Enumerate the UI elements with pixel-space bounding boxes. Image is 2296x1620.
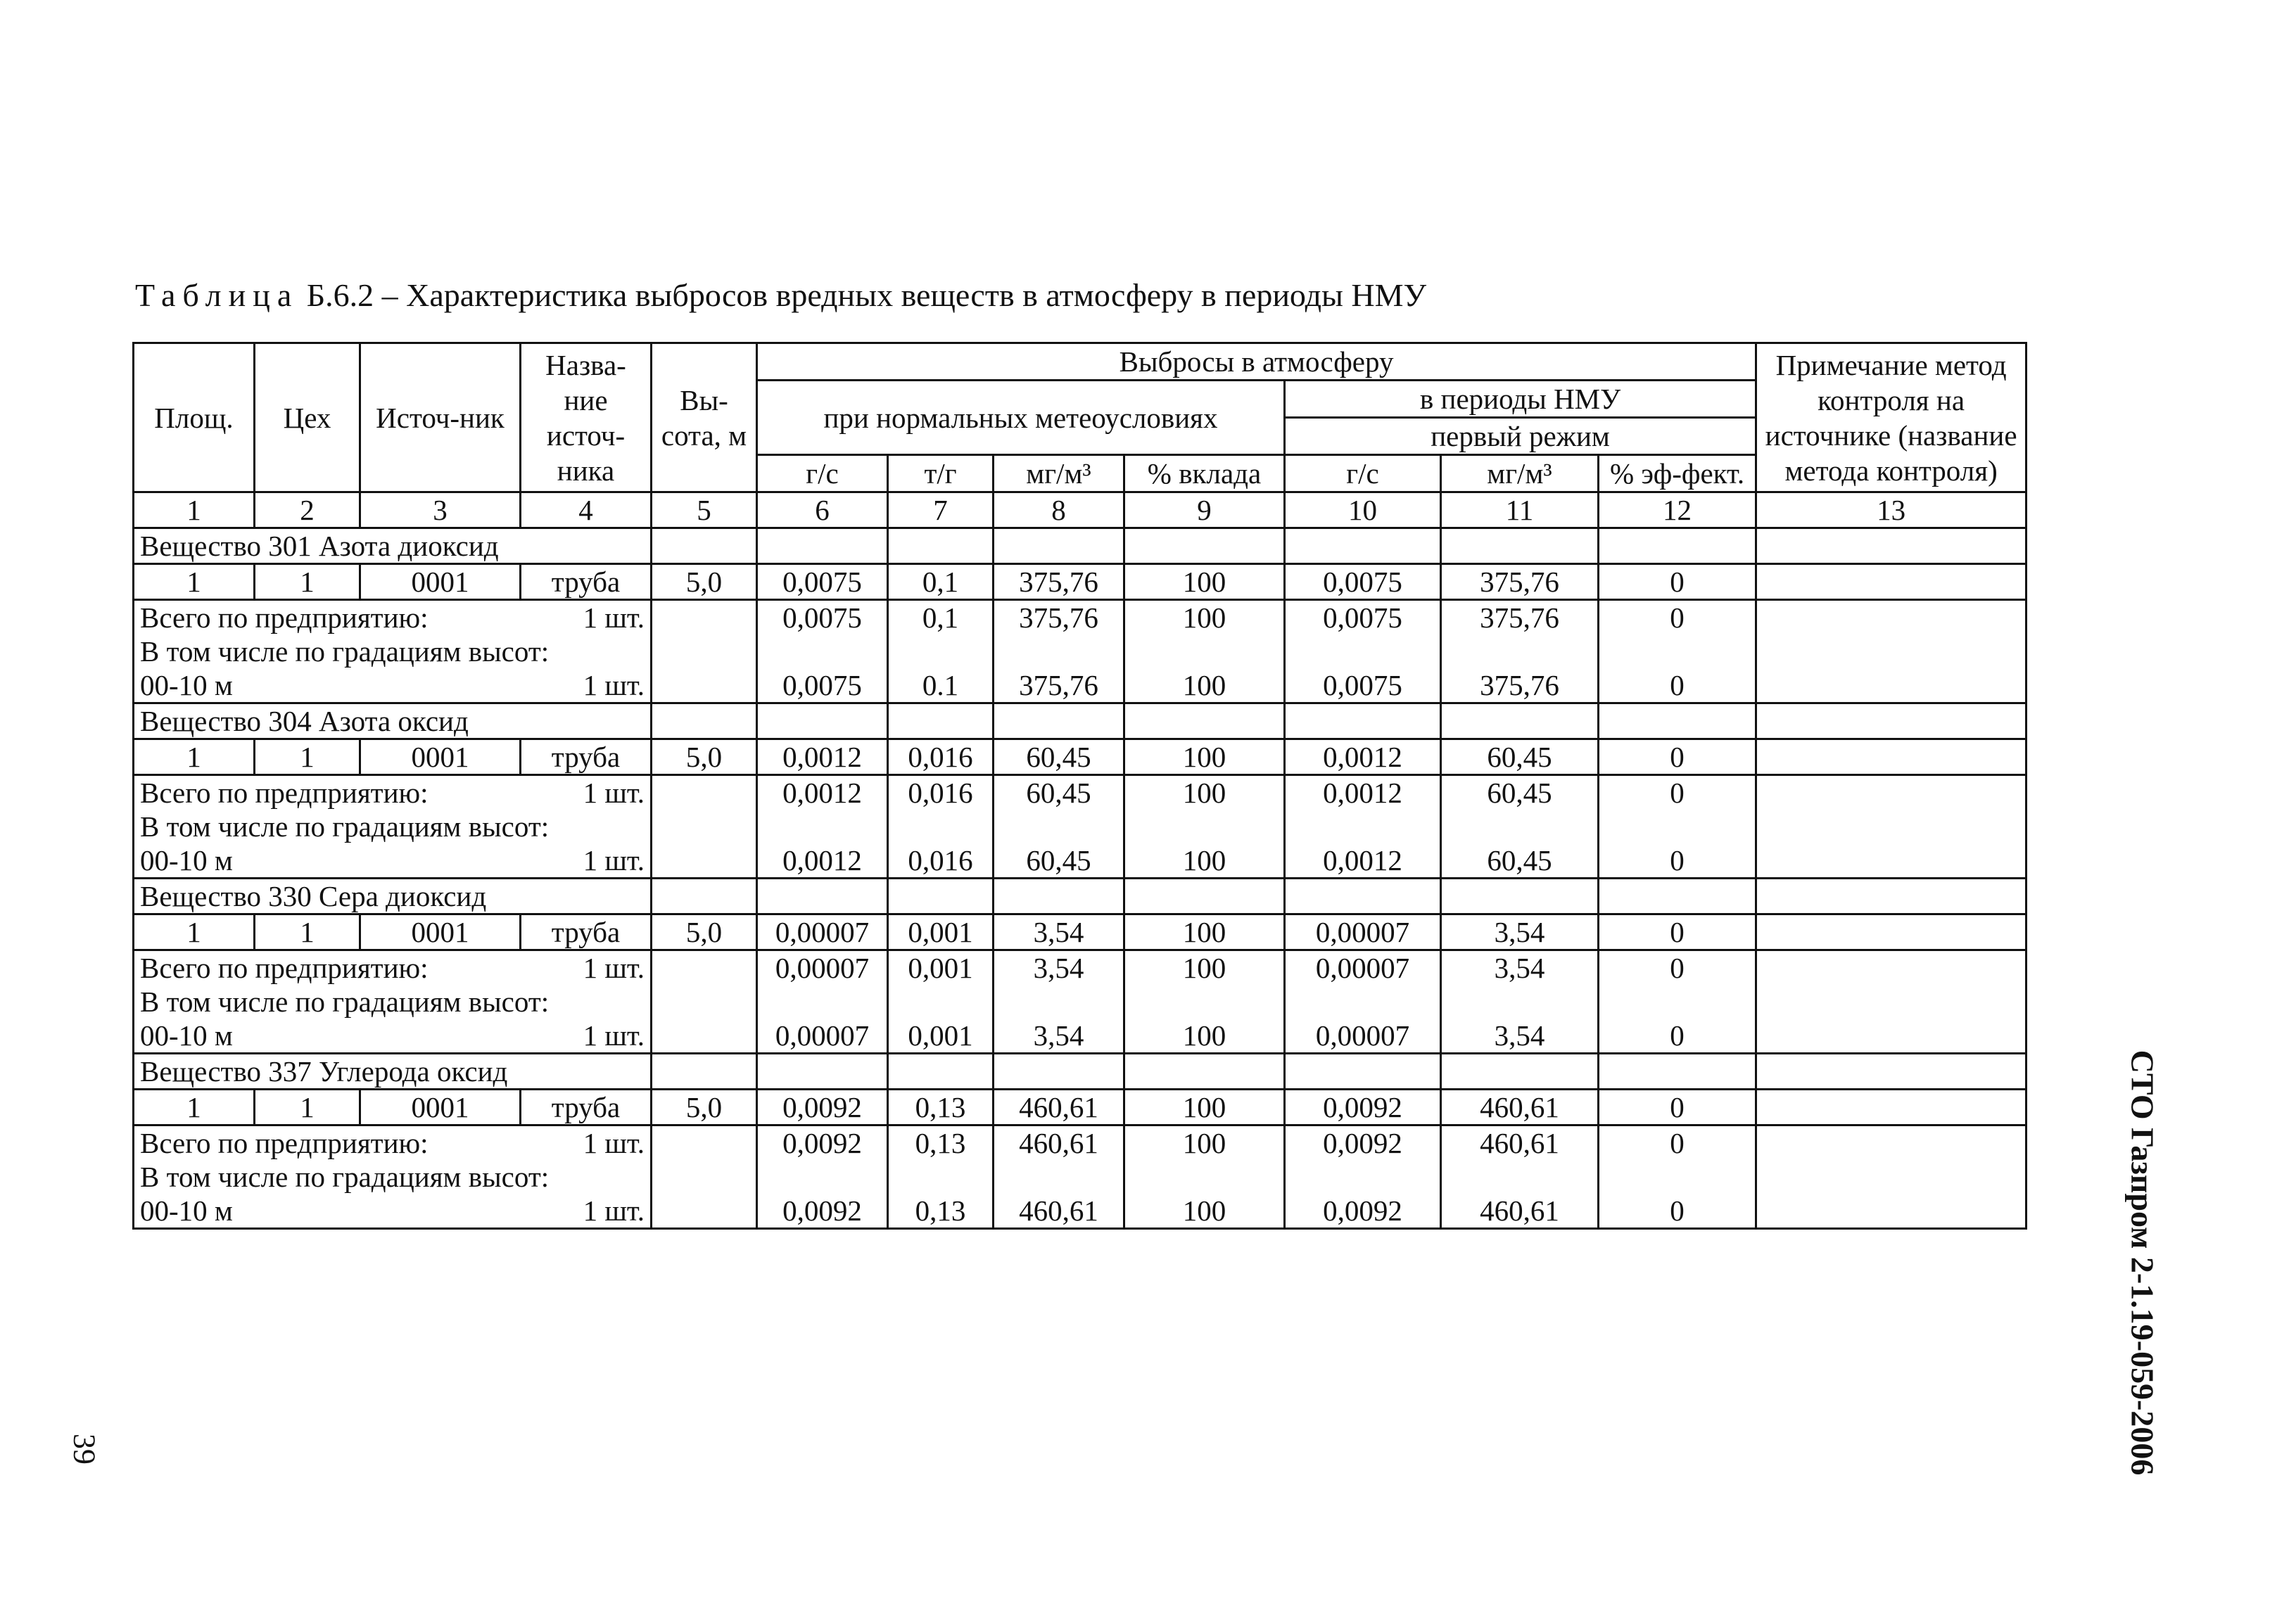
empty-cell (1756, 564, 2027, 600)
substance-row (134, 703, 2027, 739)
range-value: 100 (1182, 1194, 1226, 1227)
total-value: 0,0092 (1323, 1127, 1402, 1159)
empty-cell (1599, 703, 1756, 739)
total-value-cell (1599, 950, 1756, 1054)
source-cell: 1 (134, 914, 255, 950)
empty-cell (1756, 1054, 2027, 1090)
source-cell: 0,0092 (757, 1090, 888, 1125)
empty-cell (1756, 914, 2027, 950)
source-cell: 0001 (360, 564, 521, 600)
empty-cell (1124, 1054, 1285, 1090)
range-value: 0 (1670, 669, 1685, 701)
total-value-cell (994, 775, 1124, 879)
source-cell: 0 (1599, 914, 1756, 950)
column-number: 2 (255, 492, 360, 528)
table-row (134, 914, 2027, 950)
range-value: 0,00007 (1315, 1019, 1410, 1052)
substance-label: Вещество 301 Азота диоксид (134, 528, 652, 564)
source-cell: 460,61 (1441, 1090, 1599, 1125)
spacer (763, 985, 881, 1019)
total-value-cell (888, 950, 994, 1054)
source-cell: 60,45 (994, 739, 1124, 775)
total-value-cell (757, 950, 888, 1054)
total-value-cell (888, 1125, 994, 1229)
header-plosh: Площ. (134, 343, 255, 492)
header-nazvanie: Назва-ние источ-ника (521, 343, 652, 492)
spacer (763, 1160, 881, 1194)
spacer (1131, 810, 1278, 843)
source-cell: 100 (1124, 739, 1285, 775)
source-cell: труба (521, 564, 652, 600)
substance-label: Вещество 330 Сера диоксид (134, 879, 652, 914)
column-number: 8 (994, 492, 1124, 528)
header-regime: первый режим (1285, 418, 1756, 455)
total-value-cell (994, 600, 1124, 703)
range-label: 00-10 м (140, 669, 233, 701)
total-label: Всего по предприятию: (140, 952, 429, 984)
column-number: 4 (521, 492, 652, 528)
empty-cell (1124, 703, 1285, 739)
total-count: 1 шт. (583, 952, 645, 984)
empty-cell (757, 879, 888, 914)
total-value-cell (1599, 1125, 1756, 1229)
source-cell: 375,76 (994, 564, 1124, 600)
empty-cell (1124, 528, 1285, 564)
empty-cell (1285, 703, 1441, 739)
table-body (134, 528, 2027, 1229)
column-number: 6 (757, 492, 888, 528)
total-row (134, 600, 2027, 703)
total-value: 0,0012 (1323, 777, 1402, 809)
range-value: 0,0075 (1323, 669, 1402, 701)
gradation-label: В том числе по градациям высот: (140, 1161, 550, 1193)
total-value: 375,76 (1480, 601, 1559, 634)
range-count: 1 шт. (583, 1019, 645, 1052)
header-primechanie: Примечание метод контроля на источнике (название метода контроля) (1756, 343, 2027, 492)
spacer (1291, 810, 1434, 843)
total-row (134, 1125, 2027, 1229)
empty-cell (652, 528, 757, 564)
header-effekt: % эф-фект. (1599, 455, 1756, 492)
spacer (894, 810, 987, 843)
range-value: 60,45 (1026, 844, 1091, 876)
empty-cell (1756, 1090, 2027, 1125)
empty-cell (888, 528, 994, 564)
header-mgm3-nmu: мг/м³ (1441, 455, 1599, 492)
table-row (134, 1090, 2027, 1125)
total-value-cell (1124, 600, 1285, 703)
range-count: 1 шт. (583, 844, 645, 876)
source-cell: 3,54 (1441, 914, 1599, 950)
spacer (1000, 810, 1117, 843)
total-value: 0 (1670, 952, 1685, 984)
empty-cell (652, 950, 757, 1054)
total-value: 100 (1182, 601, 1226, 634)
total-value: 0,0012 (782, 777, 862, 809)
substance-row (134, 528, 2027, 564)
empty-cell (757, 703, 888, 739)
empty-cell (1756, 528, 2027, 564)
document-code-text: СТО Газпром 2-1.19-059-2006 (2124, 1050, 2161, 1476)
range-count: 1 шт. (583, 1194, 645, 1227)
spacer (763, 634, 881, 668)
header-normal: при нормальных метеоусловиях (757, 381, 1285, 455)
column-number: 13 (1756, 492, 2027, 528)
spacer (1447, 985, 1592, 1019)
spacer (1000, 985, 1117, 1019)
total-count: 1 шт. (583, 601, 645, 634)
total-value-cell (1124, 775, 1285, 879)
empty-cell (1599, 879, 1756, 914)
total-value: 60,45 (1487, 777, 1552, 809)
spacer (1605, 810, 1749, 843)
table-caption (135, 276, 1426, 315)
total-value-cell (1441, 950, 1599, 1054)
total-count: 1 шт. (583, 1127, 645, 1159)
empty-cell (1124, 879, 1285, 914)
total-value-cell (1441, 775, 1599, 879)
total-value: 60,45 (1026, 777, 1091, 809)
total-value-cell (757, 600, 888, 703)
range-value: 375,76 (1019, 669, 1098, 701)
empty-cell (888, 1054, 994, 1090)
empty-cell (1285, 879, 1441, 914)
header-istochnik: Источ-ник (360, 343, 521, 492)
page-number-text: 39 (67, 1434, 102, 1465)
range-value: 0 (1670, 1194, 1685, 1227)
column-number: 10 (1285, 492, 1441, 528)
empty-cell (652, 879, 757, 914)
empty-cell (652, 600, 757, 703)
substance-label: Вещество 337 Углерода оксид (134, 1054, 652, 1090)
empty-cell (994, 879, 1124, 914)
total-value-cell (757, 1125, 888, 1229)
range-count: 1 шт. (583, 669, 645, 701)
empty-cell (1756, 739, 2027, 775)
document-code (2118, 1050, 2167, 1476)
column-number: 1 (134, 492, 255, 528)
caption-prefix: Таблица (135, 277, 299, 313)
total-value-cell (888, 600, 994, 703)
empty-cell (1756, 703, 2027, 739)
header-mgm3: мг/м³ (994, 455, 1124, 492)
range-value: 0 (1670, 1019, 1685, 1052)
empty-cell (1756, 775, 2027, 879)
total-value-cell (994, 950, 1124, 1054)
spacer (1131, 985, 1278, 1019)
spacer (894, 1160, 987, 1194)
total-value: 0 (1670, 777, 1685, 809)
column-number: 3 (360, 492, 521, 528)
empty-cell (994, 703, 1124, 739)
total-label: Всего по предприятию: (140, 601, 429, 634)
range-value: 100 (1182, 669, 1226, 701)
total-value: 0,0092 (782, 1127, 862, 1159)
source-cell: 1 (134, 564, 255, 600)
source-cell: 100 (1124, 1090, 1285, 1125)
gradation-label: В том числе по градациям высот: (140, 635, 550, 668)
header-tg: т/г (888, 455, 994, 492)
source-cell: 0 (1599, 564, 1756, 600)
spacer (763, 810, 881, 843)
range-value: 0,00007 (775, 1019, 870, 1052)
total-value: 460,61 (1480, 1127, 1559, 1159)
empty-cell (652, 703, 757, 739)
total-label-cell (134, 600, 652, 703)
source-cell: 0001 (360, 1090, 521, 1125)
column-number: 9 (1124, 492, 1285, 528)
empty-cell (1285, 1054, 1441, 1090)
total-value: 0,0075 (1323, 601, 1402, 634)
substance-label: Вещество 304 Азота оксид (134, 703, 652, 739)
spacer (1447, 634, 1592, 668)
total-value-cell (1441, 600, 1599, 703)
total-value: 0,00007 (1315, 952, 1410, 984)
empty-cell (1285, 528, 1441, 564)
source-cell: 0,00007 (1285, 914, 1441, 950)
column-number: 5 (652, 492, 757, 528)
source-cell: 0,0075 (1285, 564, 1441, 600)
empty-cell (652, 1125, 757, 1229)
column-number: 11 (1441, 492, 1599, 528)
source-cell: 1 (255, 564, 360, 600)
spacer (1447, 810, 1592, 843)
source-cell: 0,0075 (757, 564, 888, 600)
source-cell: 60,45 (1441, 739, 1599, 775)
total-count: 1 шт. (583, 777, 645, 809)
spacer (894, 634, 987, 668)
source-cell: 460,61 (994, 1090, 1124, 1125)
total-value-cell (1124, 1125, 1285, 1229)
range-label: 00-10 м (140, 844, 233, 876)
empty-cell (652, 1054, 757, 1090)
source-cell: 5,0 (652, 914, 757, 950)
empty-cell (1599, 1054, 1756, 1090)
total-value: 375,76 (1019, 601, 1098, 634)
empty-cell (1441, 879, 1599, 914)
range-value: 460,61 (1019, 1194, 1098, 1227)
range-value: 100 (1182, 844, 1226, 876)
source-cell: 0 (1599, 1090, 1756, 1125)
empty-cell (652, 775, 757, 879)
total-value: 100 (1182, 777, 1226, 809)
range-value: 460,61 (1480, 1194, 1559, 1227)
total-value-cell (1285, 950, 1441, 1054)
source-cell: 0001 (360, 914, 521, 950)
range-value: 0,016 (908, 844, 973, 876)
total-value: 460,61 (1019, 1127, 1098, 1159)
range-value: 0,0092 (1323, 1194, 1402, 1227)
range-value: 60,45 (1487, 844, 1552, 876)
source-cell: 0,00007 (757, 914, 888, 950)
spacer (1605, 1160, 1749, 1194)
source-cell: труба (521, 739, 652, 775)
total-value: 3,54 (1033, 952, 1084, 984)
header-gs: г/с (757, 455, 888, 492)
spacer (894, 985, 987, 1019)
gradation-label: В том числе по градациям высот: (140, 986, 550, 1018)
source-cell: 100 (1124, 914, 1285, 950)
source-cell: 0,0012 (1285, 739, 1441, 775)
table-row (134, 739, 2027, 775)
spacer (1131, 1160, 1278, 1194)
total-value-cell (1599, 600, 1756, 703)
total-value: 0,13 (915, 1127, 966, 1159)
total-label-cell (134, 950, 652, 1054)
spacer (1131, 634, 1278, 668)
source-cell: 5,0 (652, 564, 757, 600)
table-row (134, 564, 2027, 600)
empty-cell (1756, 950, 2027, 1054)
source-cell: 0 (1599, 739, 1756, 775)
spacer (1000, 634, 1117, 668)
empty-cell (1756, 600, 2027, 703)
source-cell: труба (521, 1090, 652, 1125)
range-value: 375,76 (1480, 669, 1559, 701)
spacer (1605, 634, 1749, 668)
range-label: 00-10 м (140, 1019, 233, 1052)
source-cell: 0,001 (888, 914, 994, 950)
header-vybrosy: Выбросы в атмосферу (757, 343, 1756, 381)
total-value: 100 (1182, 952, 1226, 984)
total-value: 0,001 (908, 952, 973, 984)
header-gs-nmu: г/с (1285, 455, 1441, 492)
total-label-cell (134, 775, 652, 879)
spacer (1605, 985, 1749, 1019)
empty-cell (1441, 1054, 1599, 1090)
range-value: 0.1 (922, 669, 959, 701)
empty-cell (757, 528, 888, 564)
caption-text: Б.6.2 – Характеристика выбросов вредных веществ в атмосферу в периоды НМУ (306, 277, 1427, 313)
total-label: Всего по предприятию: (140, 1127, 429, 1159)
empty-cell (1441, 528, 1599, 564)
substance-row (134, 879, 2027, 914)
range-value: 0,13 (915, 1194, 966, 1227)
total-value: 100 (1182, 1127, 1226, 1159)
spacer (1291, 1160, 1434, 1194)
empty-cell (994, 1054, 1124, 1090)
spacer (1291, 985, 1434, 1019)
empty-cell (888, 879, 994, 914)
spacer (1291, 634, 1434, 668)
total-value: 0 (1670, 601, 1685, 634)
source-cell: 1 (255, 739, 360, 775)
empty-cell (888, 703, 994, 739)
range-value: 100 (1182, 1019, 1226, 1052)
source-cell: 0001 (360, 739, 521, 775)
header-vysota: Вы-сота, м (652, 343, 757, 492)
total-value: 0 (1670, 1127, 1685, 1159)
source-cell: 0,016 (888, 739, 994, 775)
range-value: 3,54 (1033, 1019, 1084, 1052)
source-cell: 1 (134, 739, 255, 775)
range-value: 0,0012 (782, 844, 862, 876)
empty-cell (1756, 879, 2027, 914)
empty-cell (1756, 1125, 2027, 1229)
source-cell: 0,0012 (757, 739, 888, 775)
total-value: 0,1 (922, 601, 959, 634)
source-cell: 0,1 (888, 564, 994, 600)
total-value-cell (1441, 1125, 1599, 1229)
total-row (134, 775, 2027, 879)
column-number: 12 (1599, 492, 1756, 528)
source-cell: 1 (255, 914, 360, 950)
source-cell: 0,0092 (1285, 1090, 1441, 1125)
total-value-cell (1285, 1125, 1441, 1229)
empty-cell (994, 528, 1124, 564)
range-value: 0 (1670, 844, 1685, 876)
gradation-label: В том числе по градациям высот: (140, 810, 550, 843)
range-value: 0,0012 (1323, 844, 1402, 876)
column-number-row (134, 492, 2027, 528)
source-cell: 0,13 (888, 1090, 994, 1125)
source-cell: 375,76 (1441, 564, 1599, 600)
source-cell: 1 (134, 1090, 255, 1125)
spacer (1000, 1160, 1117, 1194)
source-cell: 3,54 (994, 914, 1124, 950)
header-vklad: % вклада (1124, 455, 1285, 492)
column-number: 7 (888, 492, 994, 528)
total-value-cell (888, 775, 994, 879)
total-label: Всего по предприятию: (140, 777, 429, 809)
total-value: 0,00007 (775, 952, 870, 984)
total-row (134, 950, 2027, 1054)
total-value-cell (1285, 775, 1441, 879)
empty-cell (1441, 703, 1599, 739)
total-value-cell (1599, 775, 1756, 879)
source-cell: 1 (255, 1090, 360, 1125)
source-cell: 5,0 (652, 739, 757, 775)
range-label: 00-10 м (140, 1194, 233, 1227)
range-value: 0,0092 (782, 1194, 862, 1227)
total-value: 0,0075 (782, 601, 862, 634)
total-value: 3,54 (1494, 952, 1545, 984)
emissions-table (132, 342, 2027, 1230)
total-value-cell (1285, 600, 1441, 703)
empty-cell (1599, 528, 1756, 564)
range-value: 0,001 (908, 1019, 973, 1052)
page-number (63, 1428, 106, 1470)
total-label-cell (134, 1125, 652, 1229)
range-value: 0,0075 (782, 669, 862, 701)
source-cell: 5,0 (652, 1090, 757, 1125)
total-value-cell (994, 1125, 1124, 1229)
range-value: 3,54 (1494, 1019, 1545, 1052)
total-value-cell (757, 775, 888, 879)
source-cell: труба (521, 914, 652, 950)
total-value-cell (1124, 950, 1285, 1054)
empty-cell (757, 1054, 888, 1090)
total-value: 0,016 (908, 777, 973, 809)
header-tseh: Цех (255, 343, 360, 492)
header-nmu: в периоды НМУ (1285, 381, 1756, 418)
source-cell: 100 (1124, 564, 1285, 600)
substance-row (134, 1054, 2027, 1090)
spacer (1447, 1160, 1592, 1194)
